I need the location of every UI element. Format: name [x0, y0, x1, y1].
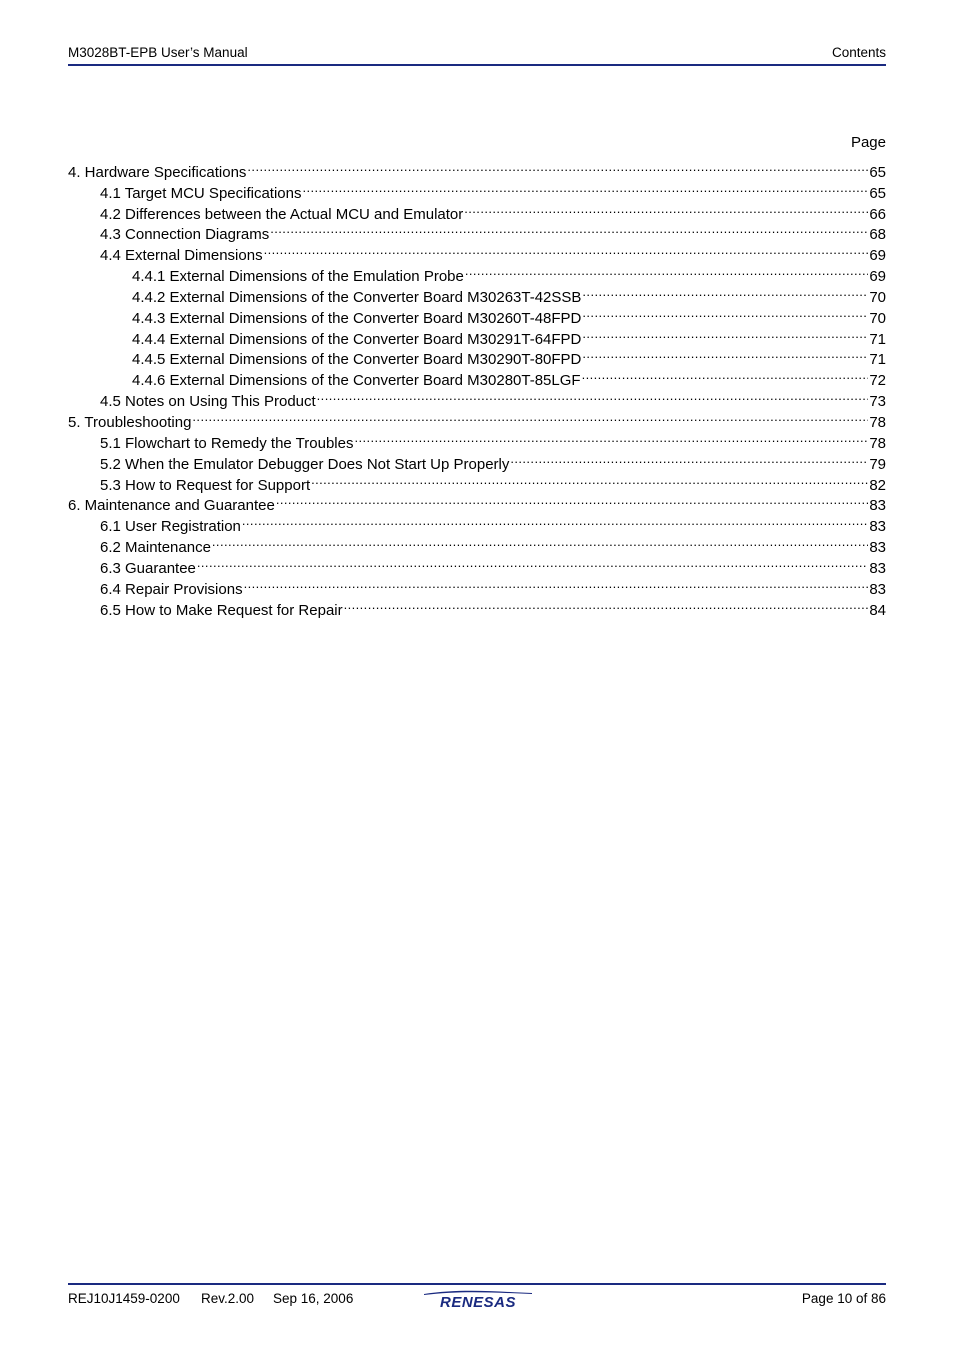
toc-entry-page: 82: [869, 476, 886, 494]
toc-entry-title: 5. Troubleshooting: [68, 413, 192, 431]
dot-leader: [582, 281, 868, 302]
toc-entry-title: 4.4 External Dimensions: [100, 247, 263, 265]
dot-leader: [192, 406, 868, 427]
toc-entry-title: 4.5 Notes on Using This Product: [100, 393, 316, 411]
dot-leader: [464, 198, 868, 219]
dot-leader: [212, 531, 868, 552]
toc-entry-title: 4.1 Target MCU Specifications: [100, 184, 302, 202]
toc-entry-page: 71: [869, 351, 886, 369]
toc-entry-title: 6.1 User Registration: [100, 518, 241, 536]
toc-entry-title: 5.1 Flowchart to Remedy the Troubles: [100, 434, 354, 452]
dot-leader: [582, 344, 868, 365]
dot-leader: [465, 260, 868, 281]
toc-entry-page: 70: [869, 309, 886, 327]
table-of-contents: [68, 156, 886, 619]
toc-entry-title: 4.2 Differences between the Actual MCU and Emulator: [100, 205, 464, 223]
toc-entry-title: 6.2 Maintenance: [100, 539, 211, 557]
toc-entry-page: 69: [869, 268, 886, 286]
toc-entry-page: 72: [869, 372, 886, 390]
toc-entry-title: 5.3 How to Request for Support: [100, 476, 311, 494]
dot-leader: [582, 323, 868, 344]
dot-leader: [317, 385, 869, 406]
dot-leader: [354, 427, 868, 448]
dot-leader: [264, 239, 869, 260]
dot-leader: [242, 510, 868, 531]
toc-entry-page: 84: [869, 601, 886, 619]
dot-leader: [344, 594, 869, 615]
toc-entry-title: 6. Maintenance and Guarantee: [68, 497, 275, 515]
page-header: [68, 44, 886, 64]
toc-entry-page: 69: [869, 247, 886, 265]
toc-entry-page: 83: [869, 518, 886, 536]
renesas-logo: [422, 1290, 534, 1310]
dot-leader: [197, 552, 868, 573]
header-divider: [68, 64, 886, 66]
dot-leader: [302, 177, 868, 198]
toc-entry-page: 78: [869, 434, 886, 452]
toc-entry-page: 83: [869, 559, 886, 577]
toc-entry-title: 4.4.4 External Dimensions of the Converter Board M30291T-64FPD: [132, 330, 582, 348]
footer-divider: [68, 1283, 886, 1285]
dot-leader: [311, 469, 868, 490]
toc-entry[interactable]: [68, 156, 886, 181]
dot-leader: [244, 573, 869, 594]
toc-entry-page: 70: [869, 288, 886, 306]
toc-entry-page: 73: [869, 393, 886, 411]
dot-leader: [276, 490, 868, 511]
manual-title: M3028BT-EPB User’s Manual: [68, 45, 248, 60]
publication-date: Sep 16, 2006: [273, 1291, 354, 1306]
document-id: REJ10J1459-0200: [68, 1291, 180, 1306]
dot-leader: [582, 364, 869, 385]
section-name: Contents: [831, 45, 886, 60]
page-column-label: Page: [850, 134, 886, 151]
toc-entry-title: 4.4.1 External Dimensions of the Emulation Probe: [132, 268, 464, 286]
dot-leader: [582, 302, 868, 323]
toc-entry-title: 6.4 Repair Provisions: [100, 580, 243, 598]
toc-entry-page: 83: [869, 539, 886, 557]
dot-leader: [247, 156, 868, 177]
toc-entry-page: 83: [869, 497, 886, 515]
toc-entry-page: 68: [869, 226, 886, 244]
toc-entry-title: 4.4.5 External Dimensions of the Converter Board M30290T-80FPD: [132, 351, 582, 369]
revision: Rev.2.00: [201, 1291, 255, 1306]
dot-leader: [510, 448, 868, 469]
toc-entry-page: 66: [869, 205, 886, 223]
toc-entry-title: 4.4.3 External Dimensions of the Converter Board M30260T-48FPD: [132, 309, 582, 327]
page-indicator: Page 10 of 86: [801, 1291, 886, 1306]
toc-entry-page: 71: [869, 330, 886, 348]
toc-entry-page: 83: [869, 580, 886, 598]
dot-leader: [270, 219, 868, 240]
toc-entry-page: 65: [869, 184, 886, 202]
toc-entry-title: 4.4.2 External Dimensions of the Converter Board M30263T-42SSB: [132, 288, 582, 306]
toc-entry-title: 4. Hardware Specifications: [68, 163, 247, 181]
svg-text:RENESAS: RENESAS: [439, 1294, 517, 1310]
toc-entry-title: 6.3 Guarantee: [100, 559, 196, 577]
toc-entry-page: 78: [869, 413, 886, 431]
toc-entry-title: 4.3 Connection Diagrams: [100, 226, 270, 244]
toc-entry-title: 6.5 How to Make Request for Repair: [100, 601, 343, 619]
toc-entry-page: 65: [869, 163, 886, 181]
toc-entry-page: 79: [869, 455, 886, 473]
toc-entry-title: 5.2 When the Emulator Debugger Does Not Start Up Properly: [100, 455, 510, 473]
toc-entry-title: 4.4.6 External Dimensions of the Converter Board M30280T-85LGF: [132, 372, 581, 390]
